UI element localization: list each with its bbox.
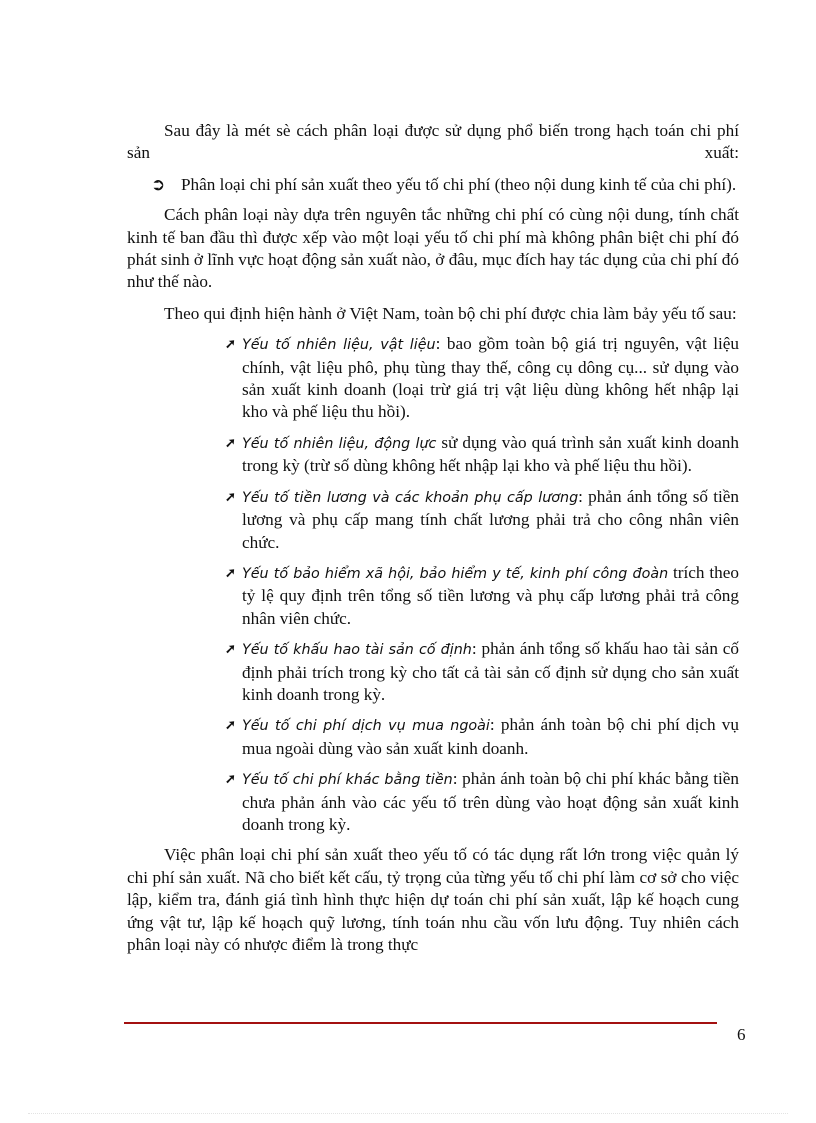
page-bottom-border bbox=[28, 1113, 788, 1114]
cost-element-list bbox=[127, 333, 739, 836]
list-item bbox=[127, 714, 739, 760]
item-text: : phản ánh toàn bộ chi phí dịch vụ mua ngoài dùng vào sản xuất kinh doanh. bbox=[242, 715, 739, 758]
item-text: trích theo tỷ lệ quy định trên tổng số tiền lương và phụ cấp lương phải trả công nhân viên chức. bbox=[242, 562, 739, 628]
arrow-icon: ➚ bbox=[225, 434, 236, 450]
item-lead: Yếu tố bảo hiểm xã hội, bảo hiểm y tế, kinh phí công đoàn bbox=[242, 565, 669, 582]
list-item bbox=[127, 562, 739, 630]
footer-rule bbox=[124, 1022, 717, 1024]
item-text: : phản ánh tổng số khấu hao tài sản cố định phải trích trong kỳ cho tất cả tài sản cố định sử dụng cho sản xuất kinh doanh trong kỳ. bbox=[242, 639, 739, 704]
bullet-arrow-icon: ➲ bbox=[151, 174, 166, 194]
item-lead: Yếu tố chi phí khác bằng tiền bbox=[242, 772, 453, 789]
arrow-icon: ➚ bbox=[225, 717, 236, 733]
item-text: sử dụng vào quá trình sản xuất kinh doanh trong kỳ (trừ số dùng không hết nhập lại kho và phế liệu thu hồi). bbox=[242, 432, 739, 476]
page-number: 6 bbox=[737, 1025, 746, 1044]
arrow-icon: ➚ bbox=[225, 336, 236, 352]
list-item bbox=[127, 638, 739, 706]
item-text: : bao gồm toàn bộ giá trị nguyên, vật liệu chính, vật liệu phô, phụ tùng thay thế, công cụ dông cụ... sử dụng vào sản xuất kinh doanh (loại trừ giá trị vật liệu dùng không hết nhập lại kho và phế liệu thu hồi). bbox=[242, 334, 739, 422]
regulation-paragraph: Theo qui định hiện hành ở Việt Nam, toàn bộ chi phí được chia làm bảy yếu tố sau: bbox=[164, 303, 737, 323]
item-lead: Yếu tố chi phí dịch vụ mua ngoài bbox=[242, 718, 490, 735]
list-item bbox=[127, 333, 739, 424]
item-lead: Yếu tố tiền lương và các khoản phụ cấp lương bbox=[242, 489, 579, 506]
item-lead: Yếu tố nhiên liệu, vật liệu bbox=[242, 337, 436, 354]
item-lead: Yếu tố khấu hao tài sản cố định bbox=[242, 642, 472, 659]
classification-heading-text: Phân loại chi phí sản xuất theo yếu tố chi phí (theo nội dung kinh tế của chi phí). bbox=[181, 174, 737, 194]
list-item bbox=[127, 432, 739, 478]
list-item bbox=[127, 486, 739, 554]
principle-paragraph: Cách phân loại này dựa trên nguyên tắc những chi phí có cùng nội dung, tính chất kinh tế ban đầu thì được xếp vào một loại yếu tố chi phí mà không phân biệt chi phí đó phát sinh ở lĩnh vực hoạt động sản xuất nào, ở đâu, mục đích hay tác dụng của chi phí đó như thế nào. bbox=[127, 205, 739, 292]
list-item bbox=[127, 768, 739, 836]
usage-paragraph: Việc phân loại chi phí sản xuất theo yếu tố có tác dụng rất lớn trong việc quản lý chi phí sản xuất. Nã cho biết kết cấu, tỷ trọng của từng yếu tố chi phí làm cơ sở cho việc lập, kiểm tra, đánh giá tình hình thực hiện dự toán chi phí sản xuất, lập kế hoạch cung ứng vật tư, lập kế hoạch quỹ lương, tính toán nhu cầu vốn lưu động. Tuy nhiên cách phân loại này có nhược điểm là trong thực bbox=[127, 845, 739, 954]
arrow-icon: ➚ bbox=[225, 488, 236, 504]
intro-paragraph: Sau đây là mét sè cách phân loại được sử dụng phổ biến trong hạch toán chi phí sản xuất: bbox=[127, 121, 739, 163]
body-text bbox=[127, 120, 739, 965]
item-text: : phản ánh toàn bộ chi phí khác bằng tiền chưa phản ánh vào các yếu tố trên dùng vào hoạt động sản xuất kinh doanh trong kỳ. bbox=[242, 769, 739, 834]
arrow-icon: ➚ bbox=[225, 771, 236, 787]
item-lead: Yếu tố nhiên liệu, động lực bbox=[242, 435, 437, 452]
classification-heading bbox=[124, 174, 739, 196]
item-text: : phản ánh tổng số tiền lương và phụ cấp mang tính chất lương phải trả cho công nhân viên chức. bbox=[242, 486, 739, 552]
arrow-icon: ➚ bbox=[225, 641, 236, 657]
arrow-icon: ➚ bbox=[225, 564, 236, 580]
